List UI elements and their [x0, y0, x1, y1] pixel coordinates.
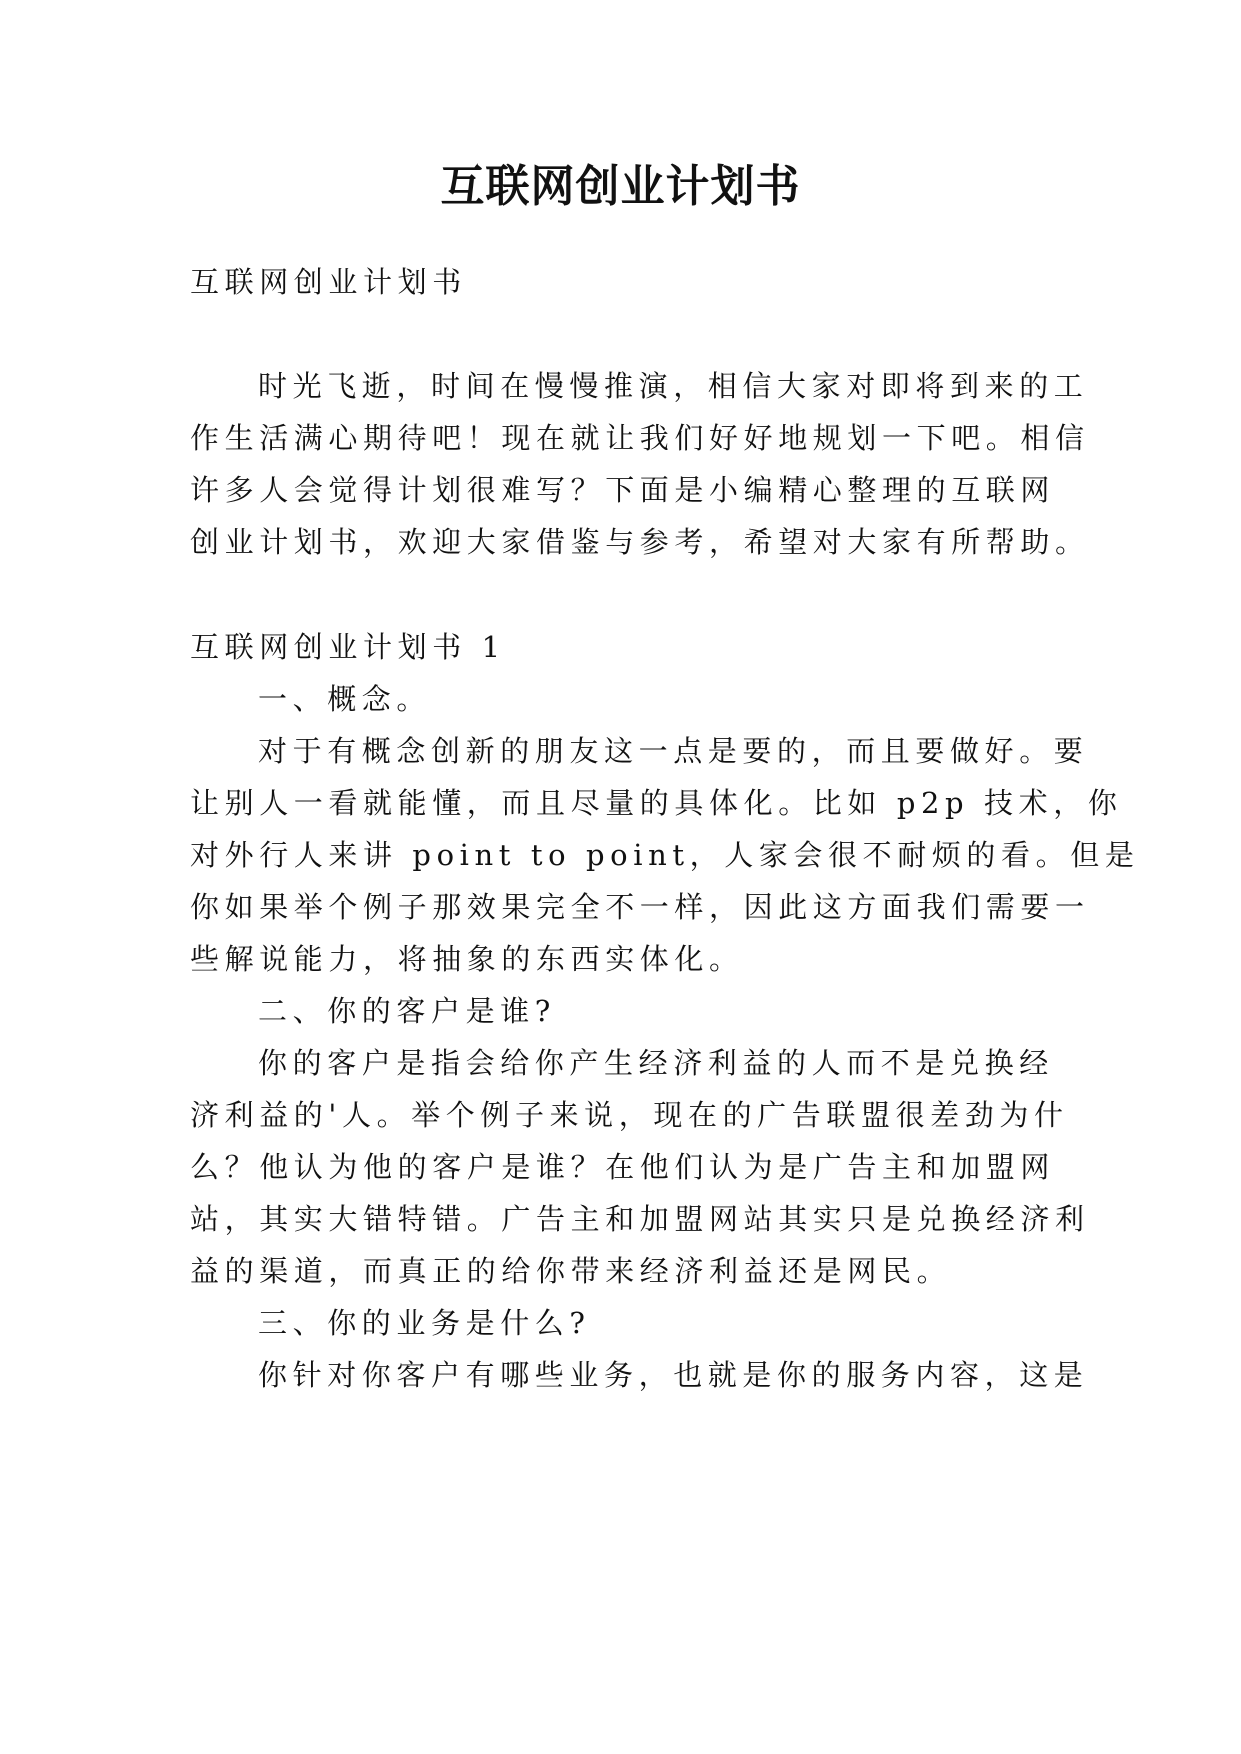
heading-business: 三、你的业务是什么?: [258, 1306, 591, 1340]
paragraph-line: 你针对你客户有哪些业务，也就是你的服务内容，这是: [258, 1358, 1089, 1392]
document-title: 互联网创业计划书: [440, 161, 801, 212]
paragraph-line: 对外行人来讲 point to point，人家会很不耐烦的看。但是: [190, 838, 1140, 872]
paragraph-line: 对于有概念创新的朋友这一点是要的，而且要做好。要: [258, 734, 1089, 768]
paragraph-line: 你如果举个例子那效果完全不一样，因此这方面我们需要一: [190, 890, 1090, 924]
paragraph-line: 你的客户是指会给你产生经济利益的人而不是兑换经: [258, 1046, 1054, 1080]
paragraph-line: 站，其实大错特错。广告主和加盟网站其实只是兑换经济利: [190, 1202, 1090, 1236]
paragraph-line: 益的渠道，而真正的给你带来经济利益还是网民。: [190, 1254, 952, 1288]
heading-concept: 一、概念。: [258, 682, 432, 716]
intro-line: 作生活满心期待吧！现在就让我们好好地规划一下吧。相信: [190, 421, 1090, 455]
section-title: 互联网创业计划书 1: [190, 630, 506, 664]
paragraph-line: 些解说能力，将抽象的东西实体化。: [190, 942, 744, 976]
intro-line: 许多人会觉得计划很难写？下面是小编精心整理的互联网: [190, 473, 1056, 507]
paragraph-line: 济利益的'人。举个例子来说，现在的广告联盟很差劲为什: [190, 1098, 1069, 1132]
intro-line: 创业计划书，欢迎大家借鉴与参考，希望对大家有所帮助。: [190, 525, 1090, 559]
document-subtitle: 互联网创业计划书: [190, 265, 467, 299]
paragraph-line: 么？他认为他的客户是谁？在他们认为是广告主和加盟网: [190, 1150, 1056, 1184]
paragraph-line: 让别人一看就能懂，而且尽量的具体化。比如 p2p 技术，你: [190, 786, 1123, 820]
heading-customer: 二、你的客户是谁?: [258, 994, 556, 1028]
intro-line: 时光飞逝，时间在慢慢推演，相信大家对即将到来的工: [258, 369, 1089, 403]
